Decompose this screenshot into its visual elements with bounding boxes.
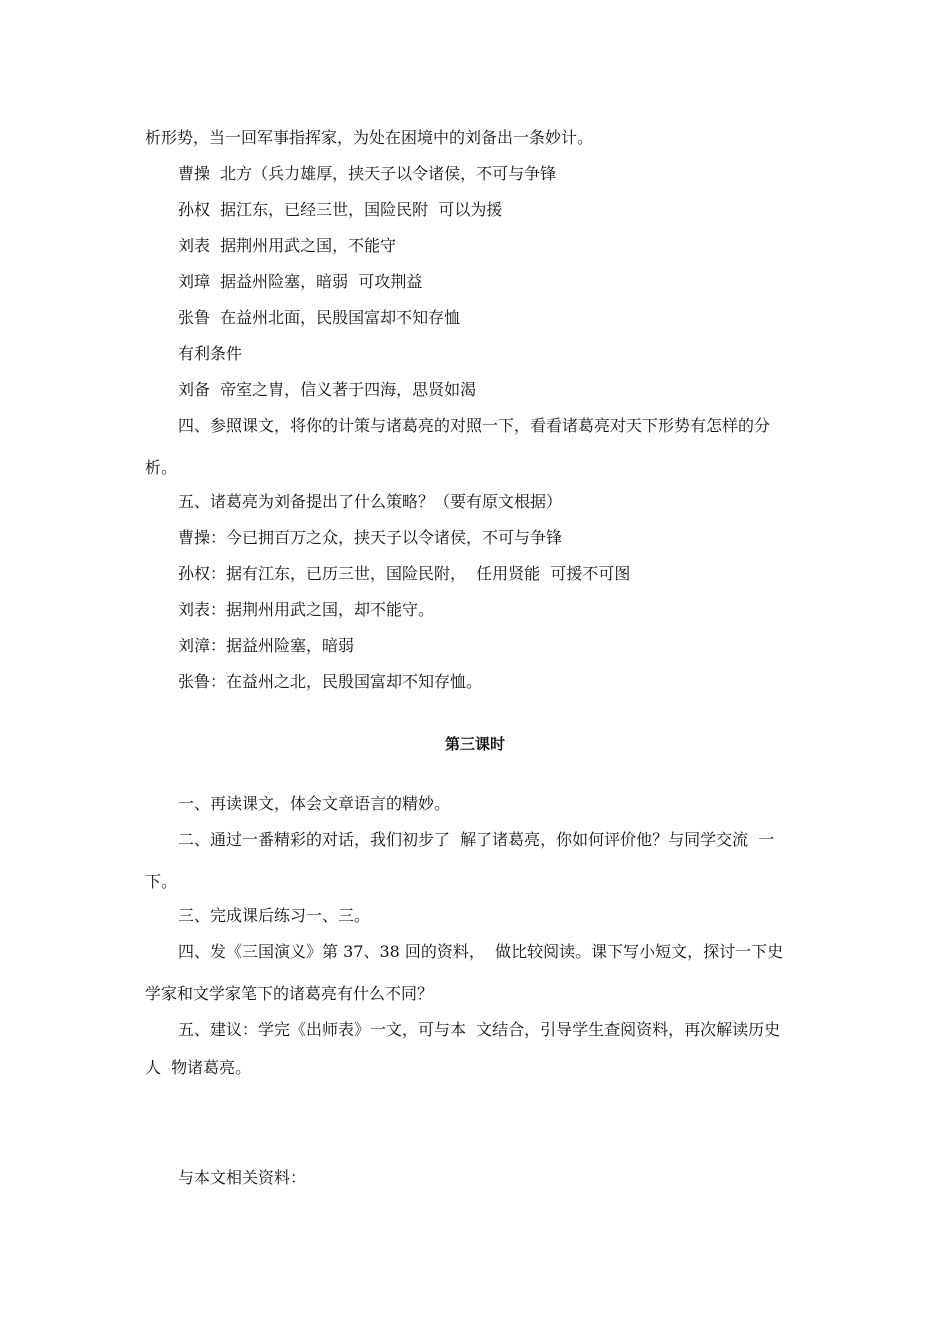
section-title: 第三课时: [444, 735, 505, 753]
text-line: 析形势，当一回军事指挥家，为处在困境中的刘备出一条妙计。: [145, 128, 594, 147]
text-line: 五、建议：学完《出师表》一文，可与本 文结合，引导学生查阅资料，再次解读历史: [178, 1020, 781, 1039]
text-line: 曹操：今已拥百万之众，挟天子以令诸侯，不可与争锋: [178, 528, 563, 547]
text-line: 刘表：据荆州用武之国，却不能守。: [178, 600, 435, 619]
text-line: 五、诸葛亮为刘备提出了什么策略？（要有原文根据）: [178, 492, 563, 511]
text-line: 一、再读课文，体会文章语言的精妙。: [178, 794, 451, 813]
text-line: 刘璋 据益州险塞，暗弱 可攻荆益: [178, 272, 423, 291]
text-line: 下。: [145, 872, 178, 891]
text-line: 学家和文学家笔下的诸葛亮有什么不同？: [145, 984, 434, 1003]
text-line: 二、通过一番精彩的对话，我们初步了 解了诸葛亮，你如何评价他？与同学交流 一: [178, 830, 775, 849]
text-line: 析。: [145, 458, 178, 477]
text-line: 有利条件: [178, 344, 243, 363]
related-materials-label: 与本文相关资料：: [178, 1168, 307, 1187]
text-line: 刘表 据荆州用武之国，不能守: [178, 236, 397, 255]
text-line: 四、发《三国演义》第 37、38 回的资料， 做比较阅读。课下写小短文，探讨一下史: [178, 942, 784, 961]
text-line: 孙权：据有江东，已历三世，国险民附， 任用贤能 可援不可图: [178, 564, 631, 583]
text-line: 四、参照课文，将你的计策与诸葛亮的对照一下，看看诸葛亮对天下形势有怎样的分: [178, 416, 771, 435]
text-line: 张鲁：在益州之北，民殷国富却不知存恤。: [178, 672, 483, 691]
text-line: 曹操 北方（兵力雄厚，挟天子以令诸侯，不可与争锋: [178, 164, 557, 183]
text-line: 三、完成课后练习一、三。: [178, 906, 371, 925]
text-line: 孙权 据江东，已经三世，国险民附 可以为援: [178, 200, 503, 219]
text-line: 刘漳：据益州险塞，暗弱: [178, 636, 355, 655]
text-line: 人 物诸葛亮。: [145, 1058, 252, 1077]
text-line: 张鲁 在益州北面，民殷国富却不知存恤: [178, 308, 461, 327]
text-line: 刘备 帝室之胄，信义著于四海，思贤如渴: [178, 380, 477, 399]
